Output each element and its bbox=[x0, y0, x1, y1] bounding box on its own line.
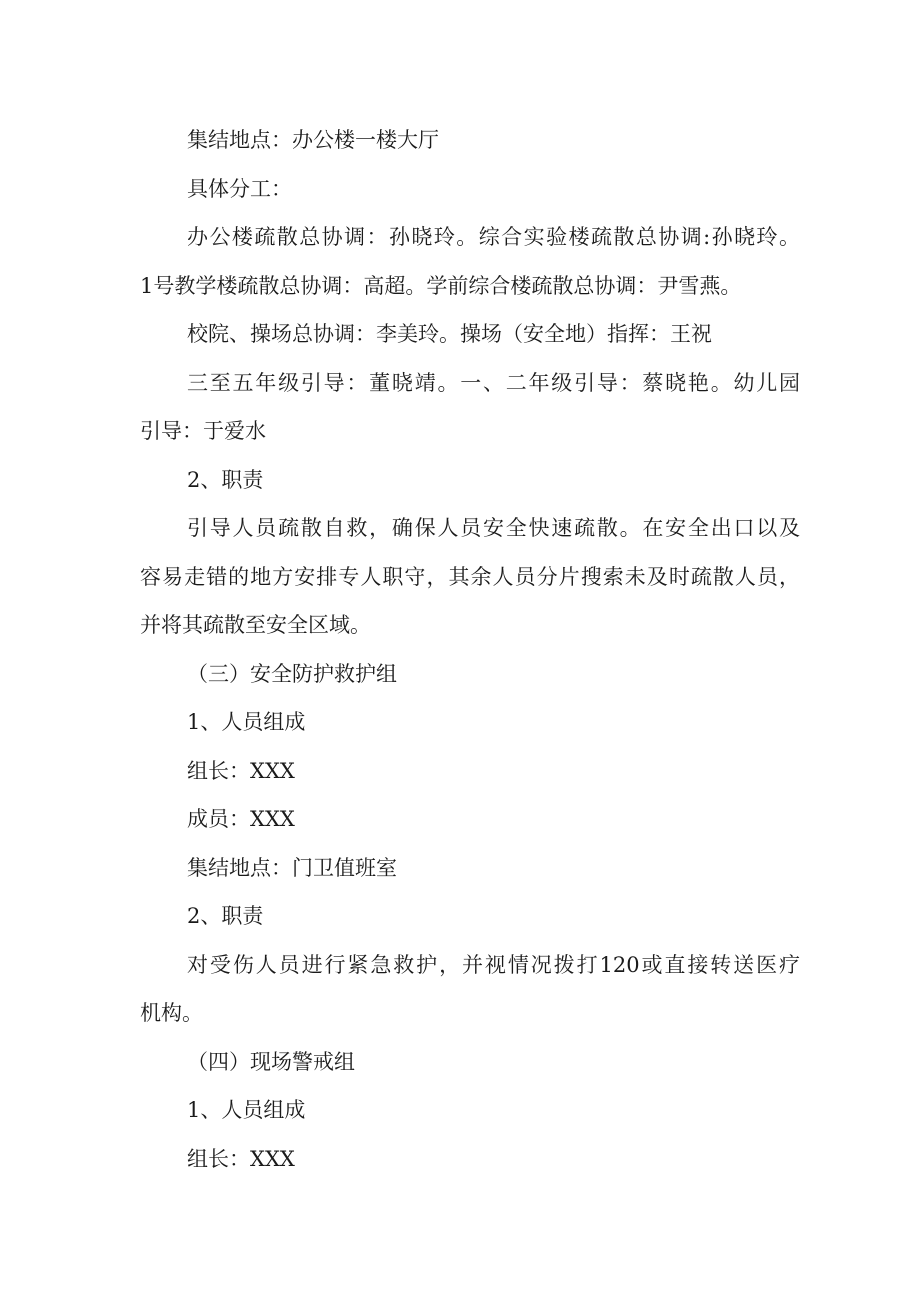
team-members-line bbox=[140, 795, 800, 844]
personnel-heading bbox=[140, 698, 800, 747]
text-line: 2、职责 bbox=[187, 904, 264, 928]
text-line: 1号教学楼疏散总协调：高超。学前综合楼疏散总协调：尹雪燕。 bbox=[140, 273, 742, 298]
text-line: 并将其疏散至安全区域。 bbox=[140, 613, 371, 637]
division-of-labor-heading bbox=[140, 165, 800, 214]
playground-coordinator-paragraph bbox=[140, 310, 800, 359]
text-line: （四）现场警戒组 bbox=[187, 1049, 355, 1074]
text-line: 集结地点：办公楼一楼大厅 bbox=[187, 128, 439, 152]
text-line: 容易走错的地方安排专人职守，其余人员分片搜索未及时疏散人员， bbox=[140, 564, 800, 589]
text-line: 三至五年级引导：董晓靖。一、二年级引导：蔡晓艳。幼儿园 bbox=[187, 370, 800, 395]
text-line: 引导人员疏散自救，确保人员安全快速疏散。在安全出口以及 bbox=[187, 516, 800, 540]
grade-guides-paragraph bbox=[140, 359, 800, 456]
text-line: 1、人员组成 bbox=[187, 1098, 306, 1122]
text-line: 引导：于爱水 bbox=[140, 419, 266, 443]
document-body bbox=[140, 116, 800, 1183]
assembly-point-paragraph bbox=[140, 844, 800, 893]
section-heading-protection-rescue bbox=[140, 650, 800, 699]
duties-heading bbox=[140, 456, 800, 505]
text-line: 组长：XXX bbox=[187, 758, 295, 783]
text-line: 2、职责 bbox=[187, 467, 264, 492]
team-leader-line bbox=[140, 1135, 800, 1184]
text-line: 对受伤人员进行紧急救护，并视情况拨打120或直接转送医疗 bbox=[187, 952, 800, 977]
text-line: 办公楼疏散总协调：孙晓玲。综合实验楼疏散总协调:孙晓玲。 bbox=[187, 225, 800, 249]
text-line: 机构。 bbox=[140, 1001, 203, 1025]
building-coordinators-paragraph bbox=[140, 213, 800, 310]
text-line: （三）安全防护救护组 bbox=[187, 661, 397, 686]
text-line: 集结地点：门卫值班室 bbox=[187, 855, 397, 880]
text-line: 1、人员组成 bbox=[187, 710, 306, 734]
section-heading-site-security bbox=[140, 1038, 800, 1087]
text-line: 校院、操场总协调：李美玲。操场（安全地）指挥：王祝 bbox=[187, 322, 712, 346]
personnel-heading bbox=[140, 1086, 800, 1135]
evacuation-duties-paragraph bbox=[140, 504, 800, 650]
assembly-point-paragraph bbox=[140, 116, 800, 165]
text-line: 成员：XXX bbox=[187, 807, 295, 831]
rescue-duties-paragraph bbox=[140, 941, 800, 1038]
duties-heading bbox=[140, 892, 800, 941]
team-leader-line bbox=[140, 747, 800, 796]
text-line: 具体分工： bbox=[187, 176, 292, 201]
text-line: 组长：XXX bbox=[187, 1146, 295, 1171]
